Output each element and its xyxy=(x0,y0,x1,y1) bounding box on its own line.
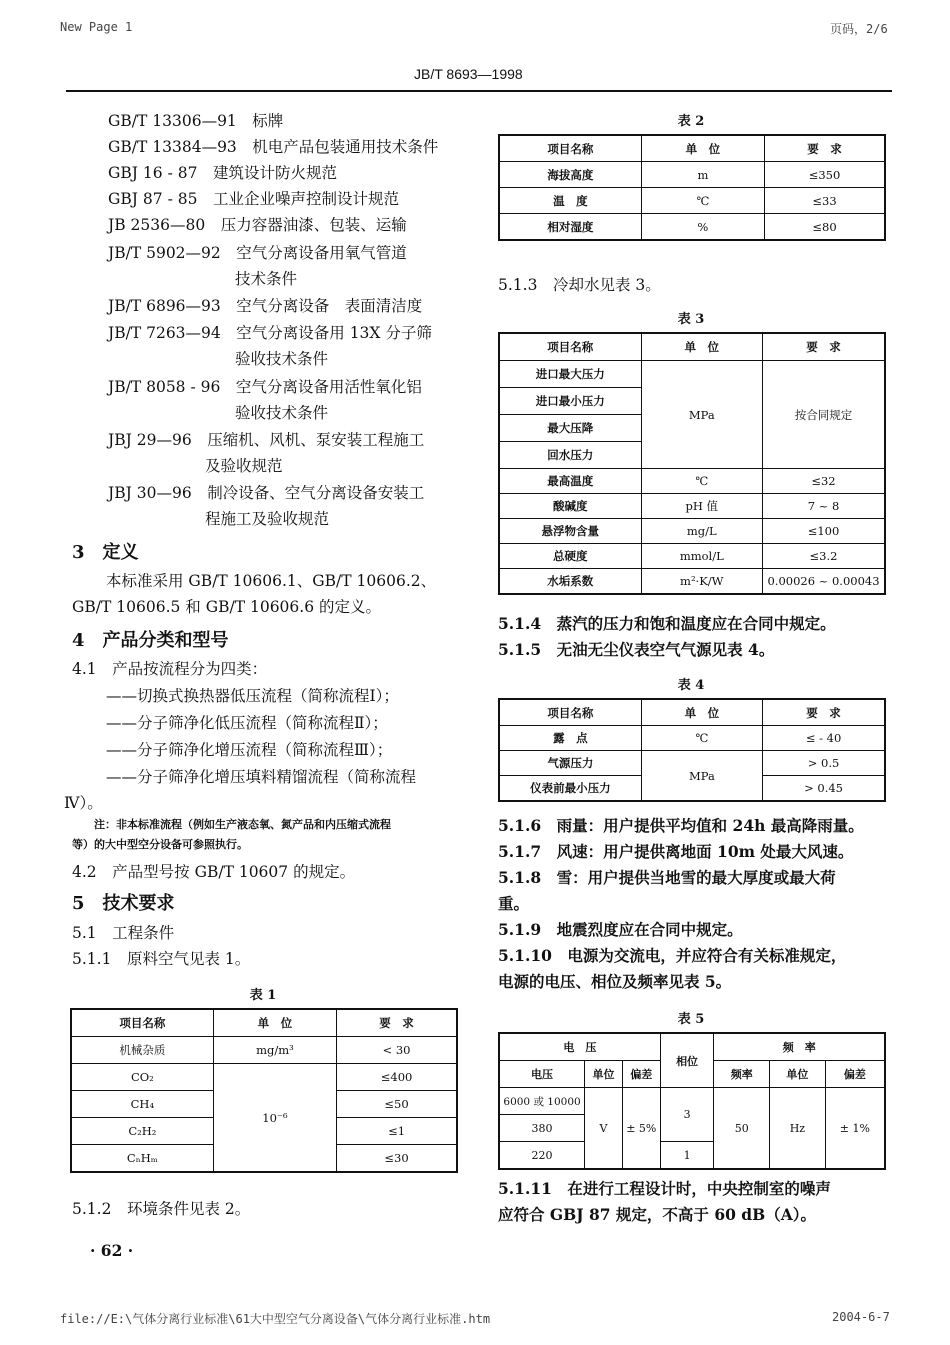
cell-req: 7 ~ 8 xyxy=(763,494,886,519)
cell-unit: mg/L xyxy=(641,519,762,544)
table-row xyxy=(499,494,885,519)
clause-5-1-8-cont: 重。 xyxy=(498,894,530,913)
cell-f-dev: ± 1% xyxy=(825,1088,885,1170)
table-row xyxy=(499,726,885,751)
th-frequency: 频率 xyxy=(714,1061,770,1088)
cell-voltage: 220 xyxy=(499,1142,585,1170)
th-item: 项目名称 xyxy=(499,333,641,361)
cell-req: ≤1 xyxy=(337,1118,457,1145)
table-row xyxy=(499,1088,885,1115)
ref-item: GBJ 87 - 85 工业企业噪声控制设计规范 xyxy=(108,190,399,208)
th-item: 项目名称 xyxy=(499,699,641,726)
cell-v-dev: ± 5% xyxy=(622,1088,660,1170)
cell-voltage: 6000 或 10000 xyxy=(499,1088,585,1115)
table2-caption: 表 2 xyxy=(677,114,705,129)
cell-item: 气源压力 xyxy=(499,751,641,776)
cell-req: ≤100 xyxy=(763,519,886,544)
header-rule xyxy=(66,90,892,92)
ref-item: GBJ 16 - 87 建筑设计防火规范 xyxy=(108,164,337,182)
cell-item: 机械杂质 xyxy=(71,1037,213,1064)
cell-item: 总硬度 xyxy=(499,544,641,569)
cell-item: 进口最小压力 xyxy=(499,388,641,415)
table5-caption: 表 5 xyxy=(677,1012,705,1027)
ref-item: JB/T 7263—94 空气分离设备用 13X 分子筛 xyxy=(108,324,432,342)
cell-unit: m²·K/W xyxy=(641,569,762,595)
ref-item-cont: 技术条件 xyxy=(235,270,298,288)
cell-req: ≤350 xyxy=(765,162,885,188)
clause-5-1-5: 5.1.5 无油无尘仪表空气气源见表 4。 xyxy=(498,640,775,659)
table1-caption: 表 1 xyxy=(249,988,277,1003)
cell-phase: 3 xyxy=(660,1088,714,1142)
section-3-title: 3 定义 xyxy=(72,542,139,563)
cell-item: 海拔高度 xyxy=(499,162,641,188)
table-row xyxy=(499,361,885,388)
table1 xyxy=(70,1008,458,1173)
cell-voltage: 380 xyxy=(499,1115,585,1142)
th-req: 要 求 xyxy=(337,1009,457,1037)
section-3-text: GB/T 10606.5 和 GB/T 10606.6 的定义。 xyxy=(72,598,381,616)
th-f-dev: 偏差 xyxy=(825,1061,885,1088)
cell-unit: mg/m³ xyxy=(213,1037,336,1064)
th-req: 要 求 xyxy=(763,699,885,726)
cell-req: > 0.45 xyxy=(763,776,885,802)
cell-f-unit: Hz xyxy=(770,1088,826,1170)
cell-item: C₂H₂ xyxy=(71,1118,213,1145)
th-frequency-group: 频 率 xyxy=(714,1033,885,1061)
cell-item: 仪表前最小压力 xyxy=(499,776,641,802)
table-row xyxy=(499,569,885,595)
cell-unit: pH 值 xyxy=(641,494,762,519)
ref-item: GB/T 13306—91 标牌 xyxy=(108,112,284,130)
cell-unit-merged: MPa xyxy=(641,751,762,802)
cell-req: ≤32 xyxy=(763,469,886,494)
ref-item: JB/T 8058 - 96 空气分离设备用活性氧化铝 xyxy=(108,378,422,396)
table3 xyxy=(498,332,886,595)
cell-item: 温 度 xyxy=(499,188,641,214)
cell-unit: ℃ xyxy=(641,469,762,494)
section-4-title: 4 产品分类和型号 xyxy=(72,630,229,651)
ref-item: JB/T 6896—93 空气分离设备 表面清洁度 xyxy=(108,297,423,315)
browser-date: 2004-6-7 xyxy=(832,1310,890,1324)
table-row xyxy=(499,519,885,544)
th-v-dev: 偏差 xyxy=(622,1061,660,1088)
th-item: 项目名称 xyxy=(499,135,641,162)
clause-4-1: 4.1 产品按流程分为四类： xyxy=(72,660,268,678)
ref-item-cont: 验收技术条件 xyxy=(235,350,329,368)
section-5-title: 5 技术要求 xyxy=(72,893,175,914)
table-row xyxy=(71,1037,457,1064)
cell-unit: ℃ xyxy=(641,726,762,751)
clause-5-1-4: 5.1.4 蒸汽的压力和饱和温度应在合同中规定。 xyxy=(498,614,836,633)
clause-5-1-3: 5.1.3 冷却水见表 3。 xyxy=(498,276,661,294)
clause-5-1-11-cont: 应符合 GBJ 87 规定，不高于 60 dB（A）。 xyxy=(498,1205,817,1224)
cell-v-unit: V xyxy=(585,1088,623,1170)
flow-item: ——分子筛净化增压填料精馏流程（简称流程 xyxy=(106,768,417,786)
cell-item: 回水压力 xyxy=(499,442,641,469)
clause-5-1-7: 5.1.7 风速：用户提供离地面 10m 处最大风速。 xyxy=(498,842,854,861)
cell-req: > 0.5 xyxy=(763,751,885,776)
cell-item: 最大压降 xyxy=(499,415,641,442)
cell-req: ≤400 xyxy=(337,1064,457,1091)
cell-unit: mmol/L xyxy=(641,544,762,569)
cell-unit: m xyxy=(641,162,764,188)
cell-req: ≤ - 40 xyxy=(763,726,885,751)
cell-item: CH₄ xyxy=(71,1091,213,1118)
section-3-text: 本标准采用 GB/T 10606.1、GB/T 10606.2、 xyxy=(106,572,437,590)
clause-5-1-8: 5.1.8 雪：用户提供当地雪的最大厚度或最大荷 xyxy=(498,868,836,887)
browser-page-count: 页码，2/6 xyxy=(830,22,888,36)
flow-item: ——切换式换热器低压流程（简称流程Ⅰ）； xyxy=(106,687,399,705)
table-row xyxy=(71,1064,457,1091)
table-header-row xyxy=(499,699,885,726)
ref-item: JBJ 29—96 压缩机、风机、泵安装工程施工 xyxy=(108,431,425,449)
cell-item: 进口最大压力 xyxy=(499,361,641,388)
cell-phase: 1 xyxy=(660,1142,714,1170)
th-f-unit: 单位 xyxy=(770,1061,826,1088)
th-voltage-group: 电 压 xyxy=(499,1033,660,1061)
cell-frequency: 50 xyxy=(714,1088,770,1170)
cell-item: 最高温度 xyxy=(499,469,641,494)
page-number: · 62 · xyxy=(90,1241,134,1260)
cell-req: ≤50 xyxy=(337,1091,457,1118)
ref-item-cont: 及验收规范 xyxy=(205,457,283,475)
table-row xyxy=(499,751,885,776)
th-unit: 单 位 xyxy=(213,1009,336,1037)
cell-req: ≤3.2 xyxy=(763,544,886,569)
table-header-row xyxy=(71,1009,457,1037)
th-unit: 单 位 xyxy=(641,333,762,361)
th-item: 项目名称 xyxy=(71,1009,213,1037)
ref-item-cont: 验收技术条件 xyxy=(235,404,329,422)
table5 xyxy=(498,1032,886,1170)
cell-item: 露 点 xyxy=(499,726,641,751)
th-v-unit: 单位 xyxy=(585,1061,623,1088)
clause-5-1: 5.1 工程条件 xyxy=(72,924,175,942)
clause-5-1-2: 5.1.2 环境条件见表 2。 xyxy=(72,1200,251,1218)
browser-page-title: New Page 1 xyxy=(60,20,133,34)
note-line: 注：非本标准流程（例如生产液态氧、氮产品和内压缩式流程 xyxy=(94,818,391,831)
cell-unit-merged: 10⁻⁶ xyxy=(213,1064,336,1173)
cell-item: 相对湿度 xyxy=(499,214,641,241)
flow-item: ——分子筛净化增压流程（简称流程Ⅲ）； xyxy=(106,741,393,759)
table-row xyxy=(499,188,885,214)
cell-item: 悬浮物含量 xyxy=(499,519,641,544)
cell-req-merged: 按合同规定 xyxy=(763,361,886,469)
ref-item: GB/T 13384—93 机电产品包装通用技术条件 xyxy=(108,138,439,156)
ref-item: JB 2536—80 压力容器油漆、包装、运输 xyxy=(108,216,407,234)
browser-file-path: file://E:\气体分离行业标准\61大中型空气分离设备\气体分离行业标准.htm xyxy=(60,1312,491,1326)
cell-req: ≤33 xyxy=(765,188,885,214)
th-unit: 单 位 xyxy=(641,699,762,726)
ref-item-cont: 程施工及验收规范 xyxy=(205,510,330,528)
cell-req: 0.00026 ~ 0.00043 xyxy=(763,569,886,595)
th-req: 要 求 xyxy=(763,333,886,361)
cell-item: 水垢系数 xyxy=(499,569,641,595)
clause-5-1-9: 5.1.9 地震烈度应在合同中规定。 xyxy=(498,920,743,939)
th-voltage: 电压 xyxy=(499,1061,585,1088)
flow-item-end: Ⅳ）。 xyxy=(64,794,103,812)
table-row xyxy=(499,469,885,494)
flow-item: ——分子筛净化低压流程（简称流程Ⅱ）； xyxy=(106,714,388,732)
doc-header: JB/T 8693—1998 xyxy=(414,66,523,82)
table4-caption: 表 4 xyxy=(677,678,705,693)
table2 xyxy=(498,134,886,241)
clause-5-1-6: 5.1.6 雨量：用户提供平均值和 24h 最高降雨量。 xyxy=(498,816,864,835)
clause-5-1-10-cont: 电源的电压、相位及频率见表 5。 xyxy=(498,972,732,991)
table3-caption: 表 3 xyxy=(677,312,705,327)
cell-item: CₙHₘ xyxy=(71,1145,213,1173)
cell-item: 酸碱度 xyxy=(499,494,641,519)
table-header-row xyxy=(499,135,885,162)
clause-5-1-11: 5.1.11 在进行工程设计时，中央控制室的噪声 xyxy=(498,1179,831,1198)
clause-5-1-1: 5.1.1 原料空气见表 1。 xyxy=(72,950,251,968)
table-row xyxy=(499,544,885,569)
ref-item: JBJ 30—96 制冷设备、空气分离设备安装工 xyxy=(108,484,425,502)
ref-item: JB/T 5902—92 空气分离设备用氧气管道 xyxy=(108,244,407,262)
th-req: 要 求 xyxy=(765,135,885,162)
table-row xyxy=(499,162,885,188)
clause-5-1-10: 5.1.10 电源为交流电，并应符合有关标准规定， xyxy=(498,946,847,965)
table4 xyxy=(498,698,886,802)
table-header-row xyxy=(499,1033,885,1061)
cell-unit: ℃ xyxy=(641,188,764,214)
th-unit: 单 位 xyxy=(641,135,764,162)
cell-req: < 30 xyxy=(337,1037,457,1064)
cell-item: CO₂ xyxy=(71,1064,213,1091)
note-line: 等）的大中型空分设备可参照执行。 xyxy=(72,838,248,851)
th-phase: 相位 xyxy=(660,1033,714,1088)
cell-unit-merged: MPa xyxy=(641,361,762,469)
clause-4-2: 4.2 产品型号按 GB/T 10607 的规定。 xyxy=(72,863,356,881)
cell-unit: % xyxy=(641,214,764,241)
table-row xyxy=(499,214,885,241)
cell-req: ≤80 xyxy=(765,214,885,241)
cell-req: ≤30 xyxy=(337,1145,457,1173)
table-header-row xyxy=(499,333,885,361)
